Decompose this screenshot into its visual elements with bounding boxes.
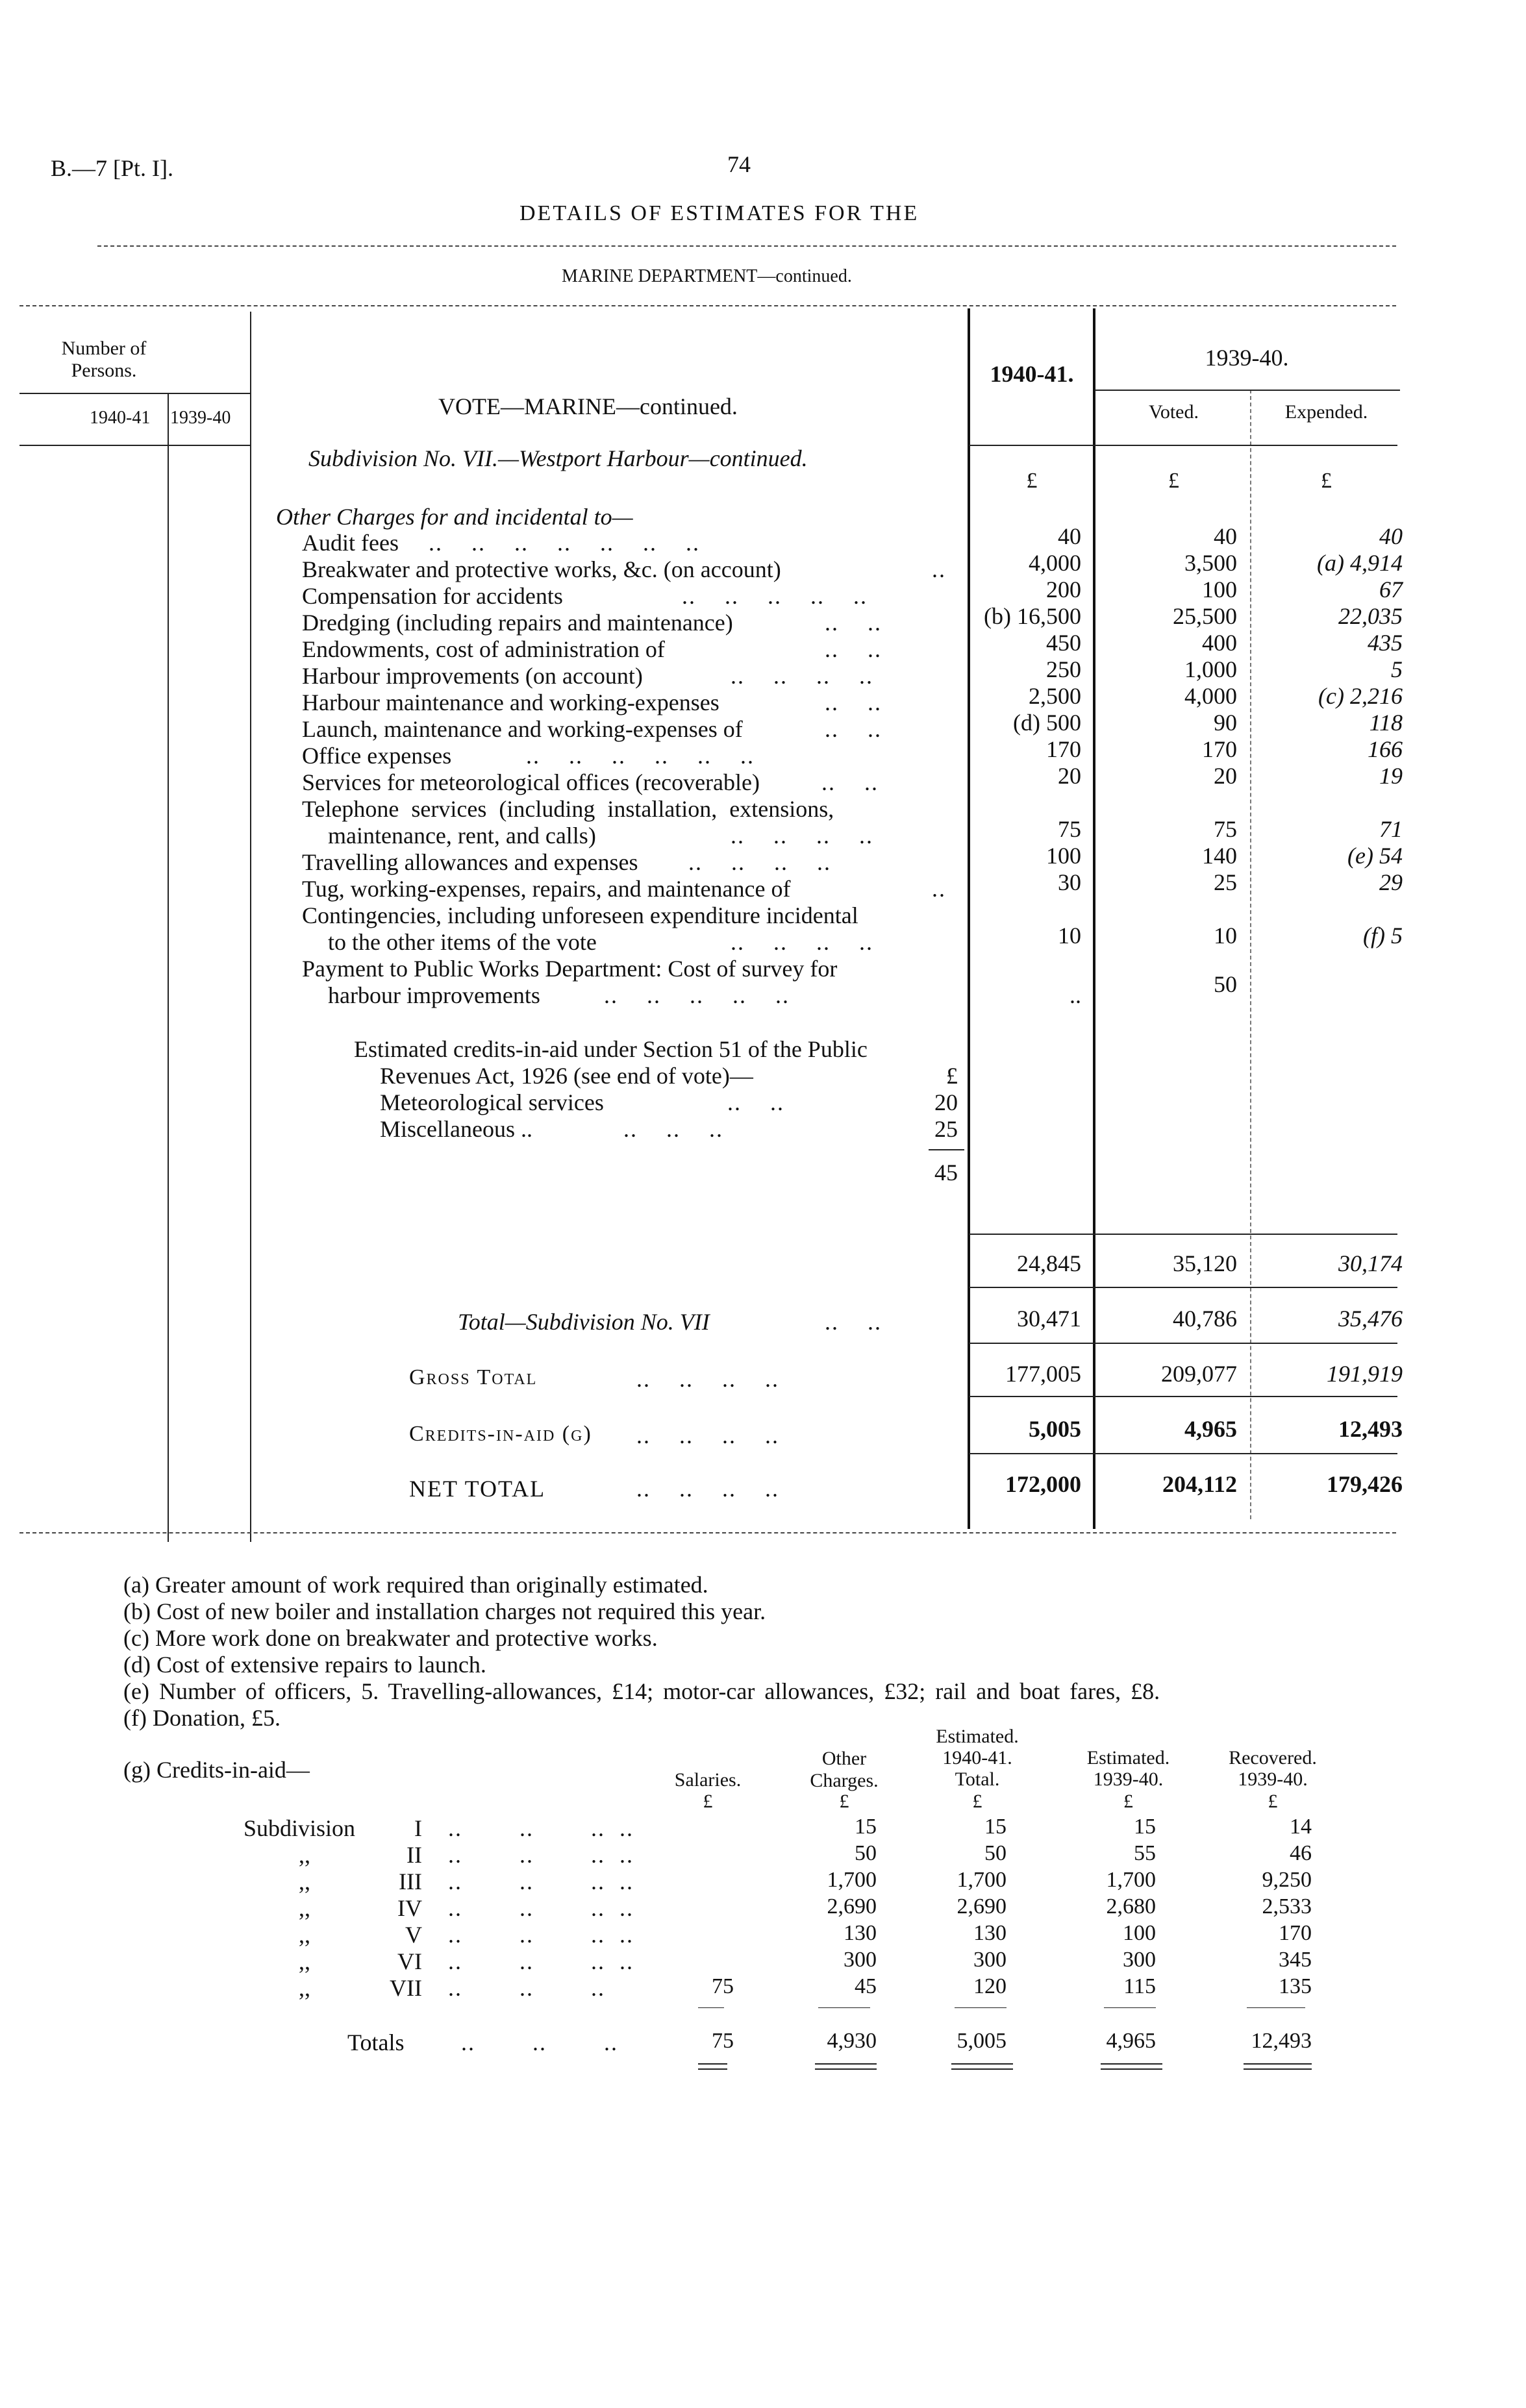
item-expended: (a) 4,914	[1317, 550, 1403, 576]
credits-misc-value: 25	[934, 1116, 958, 1142]
g-header-recovered-2: 1939-40.	[1238, 1769, 1308, 1790]
g-header-estimated-1: Estimated.	[936, 1726, 1019, 1747]
pound-1940: £	[1026, 469, 1038, 493]
amounts-header-rule	[969, 445, 1397, 446]
subtotal-expended: 30,174	[1338, 1250, 1403, 1276]
footnote-f: (f) Donation, £5.	[123, 1705, 281, 1731]
item-expended: 67	[1379, 577, 1403, 602]
other-charges-heading: Other Charges for and incidental to—	[276, 504, 633, 530]
persons-header-rule	[19, 393, 250, 394]
g-row-estimated: 100	[1123, 1921, 1156, 1945]
tug-label: Tug, working-expenses, repairs, and maintenance of	[302, 876, 791, 902]
payment-1940: ..	[1069, 982, 1081, 1008]
item-expended: 19	[1379, 763, 1403, 789]
total-subdivision-expended: 35,476	[1338, 1306, 1403, 1332]
total-subdivision-label: Total—Subdivision No. VII	[458, 1309, 710, 1335]
item-voted: 1,000	[1184, 656, 1237, 682]
g-row-total: 130	[973, 1921, 1007, 1945]
g-double-rule	[815, 2063, 877, 2065]
g-double-rule	[815, 2068, 877, 2070]
tug-expended: 29	[1379, 869, 1403, 895]
item-voted: 4,000	[1184, 683, 1237, 709]
g-sum-rule	[1104, 2007, 1156, 2008]
item-label: Services for meteorological offices (recoverable)	[302, 769, 760, 795]
contingencies-label-1: Contingencies, including unforeseen expenditure incidental	[302, 902, 858, 928]
g-subdivision-label: Subdivision	[244, 1815, 356, 1841]
g-row-total: 300	[973, 1948, 1007, 1972]
g-row-total: 120	[973, 1974, 1007, 1998]
gross-total-expended: 191,919	[1327, 1361, 1403, 1387]
g-row-estimated: 1,700	[1106, 1868, 1156, 1892]
g-row-other: 2,690	[827, 1894, 877, 1918]
item-voted: 20	[1214, 763, 1237, 789]
g-double-rule	[951, 2063, 1013, 2065]
footnote-b: (b) Cost of new boiler and installation charges not required this year.	[123, 1598, 766, 1624]
item-expended: 118	[1369, 710, 1403, 736]
g-row-sub: VI	[397, 1948, 422, 1974]
leader-dots: .. ..	[825, 636, 882, 662]
g-double-rule	[698, 2068, 727, 2070]
page-title: DETAILS OF ESTIMATES FOR THE	[519, 201, 919, 225]
item-label: Dredging (including repairs and maintenance)	[302, 610, 733, 636]
persons-col-1939: 1939-40	[170, 408, 231, 428]
description-left-border	[250, 312, 251, 1542]
tug-1940: 30	[1058, 869, 1081, 895]
telephone-expended: 71	[1379, 816, 1403, 842]
total-subdivision-voted: 40,786	[1173, 1306, 1237, 1332]
column-border-voted	[1093, 308, 1095, 1529]
payment-label-2: harbour improvements	[328, 982, 540, 1008]
credits-in-aid-voted: 4,965	[1184, 1416, 1237, 1442]
tug-voted: 25	[1214, 869, 1237, 895]
g-ditto: ,,	[299, 1868, 310, 1894]
g-table-title: (g) Credits-in-aid—	[123, 1757, 310, 1783]
doc-reference: B.—7 [Pt. I].	[51, 155, 173, 181]
g-header-est1939-2: 1939-40.	[1093, 1769, 1164, 1790]
payment-voted: 50	[1214, 971, 1237, 997]
credits-block-line2: Revenues Act, 1926 (see end of vote)—	[380, 1063, 753, 1089]
year-1940-header: 1940-41.	[990, 361, 1074, 387]
expended-header: Expended.	[1284, 401, 1368, 423]
g-row-recovered: 135	[1279, 1974, 1312, 1998]
leader-dots: .. .. .. ..	[688, 849, 831, 875]
g-row-other: 50	[855, 1841, 877, 1865]
year-split-rule	[1095, 390, 1400, 391]
pound-voted: £	[1168, 469, 1179, 493]
g-row-sub: V	[405, 1922, 422, 1948]
number-of-persons-header: Number of Persons.	[61, 338, 147, 381]
g-double-rule	[951, 2068, 1013, 2070]
footnote-a: (a) Greater amount of work required than originally estimated.	[123, 1572, 708, 1598]
g-row-estimated: 115	[1123, 1974, 1156, 1998]
credits-in-aid-expended: 12,493	[1338, 1416, 1403, 1442]
g-row-salaries: 75	[712, 1974, 734, 1998]
footnote-e: (e) Number of officers, 5. Travelling-allowances, £14; motor-car allowances, £32; rail and boat fares, £8.	[123, 1678, 1160, 1704]
item-label: Audit fees	[302, 530, 399, 556]
credits-block-total: 45	[934, 1160, 958, 1185]
g-double-rule	[1101, 2063, 1162, 2065]
item-label: Breakwater and protective works, &c. (on account)	[302, 556, 781, 582]
credits-meteorological-label: Meteorological services	[380, 1089, 604, 1115]
leader-dots: .. .. .. ..	[448, 1948, 634, 1974]
leader-dots: .. .. .. .. .. ..	[526, 743, 755, 769]
g-totals-salaries: 75	[712, 2029, 734, 2053]
g-header-salaries: Salaries.	[674, 1769, 742, 1791]
g-header-estimated-2: 1940-41.	[942, 1747, 1012, 1769]
telephone-1940: 75	[1058, 816, 1081, 842]
g-row-recovered: 14	[1290, 1815, 1312, 1839]
telephone-label-2: maintenance, rent, and calls)	[328, 823, 596, 849]
gross-total-1940: 177,005	[1005, 1361, 1081, 1387]
g-ditto: ,,	[299, 1948, 310, 1974]
leader-dots: .. ..	[825, 716, 882, 742]
net-total-1940: 172,000	[1005, 1471, 1081, 1497]
g-sum-rule	[1247, 2007, 1305, 2008]
net-total-voted: 204,112	[1162, 1471, 1237, 1497]
g-header-recovered-pound: £	[1268, 1791, 1278, 1812]
contingencies-expended: (f) 5	[1363, 923, 1403, 949]
leader-dots: ..	[932, 556, 946, 582]
g-sum-rule	[698, 2007, 724, 2008]
g-header-est1939-1: Estimated.	[1086, 1747, 1170, 1769]
g-row-estimated: 15	[1134, 1815, 1156, 1839]
travelling-voted: 140	[1202, 843, 1237, 869]
year-1939-header: 1939-40.	[1205, 345, 1289, 371]
item-expended: 166	[1368, 736, 1403, 762]
contingencies-voted: 10	[1214, 923, 1237, 949]
total-subdivision-1940: 30,471	[1017, 1306, 1081, 1332]
leader-dots: .. .. ..	[461, 2029, 618, 2055]
item-1940: 2,500	[1029, 683, 1081, 709]
leader-dots: ..	[932, 876, 946, 902]
g-header-other-charges: Other Charges.	[810, 1748, 879, 1791]
leader-dots: .. ..	[825, 689, 882, 715]
subdivision-heading: Subdivision No. VII.—Westport Harbour—continued.	[308, 445, 808, 471]
item-label: Launch, maintenance and working-expenses of	[302, 716, 743, 742]
g-ditto: ,,	[299, 1842, 310, 1868]
item-1940: (b) 16,500	[984, 603, 1081, 629]
leader-dots: .. .. ..	[623, 1116, 723, 1142]
item-label: Compensation for accidents	[302, 583, 563, 609]
item-expended: 5	[1391, 656, 1403, 682]
g-row-recovered: 170	[1279, 1921, 1312, 1945]
g-row-recovered: 46	[1290, 1841, 1312, 1865]
leader-dots: .. .. .. .. .. .. ..	[429, 530, 700, 556]
leader-dots: .. .. .. ..	[448, 1922, 634, 1948]
g-totals-other: 4,930	[827, 2029, 877, 2053]
leader-dots: .. .. .. ..	[636, 1366, 779, 1392]
g-row-other: 45	[855, 1974, 877, 1998]
page-number: 74	[727, 151, 751, 177]
g-row-estimated: 55	[1134, 1841, 1156, 1865]
g-header-salaries-pound: £	[703, 1791, 713, 1812]
leader-dots: .. .. .. ..	[448, 1842, 634, 1868]
g-ditto: ,,	[299, 1895, 310, 1921]
pound-expended: £	[1321, 469, 1332, 493]
item-expended: 40	[1379, 523, 1403, 549]
gross-total-rule	[969, 1396, 1397, 1397]
leader-dots: .. .. .. .. ..	[604, 982, 790, 1008]
subtotal-1940: 24,845	[1017, 1250, 1081, 1276]
telephone-voted: 75	[1214, 816, 1237, 842]
g-double-rule	[1244, 2068, 1312, 2070]
g-row-sub: I	[414, 1815, 422, 1841]
net-total-expended: 179,426	[1327, 1471, 1403, 1497]
footnote-d: (d) Cost of extensive repairs to launch.	[123, 1652, 486, 1678]
leader-dots: .. .. .. ..	[636, 1476, 779, 1502]
g-row-total: 2,690	[957, 1894, 1007, 1918]
item-1940: 450	[1046, 630, 1081, 656]
g-header-estimated-3: Total.	[955, 1769, 1000, 1790]
voted-header: Voted.	[1149, 401, 1199, 423]
g-totals-total: 5,005	[957, 2029, 1007, 2053]
item-expended: 22,035	[1338, 603, 1403, 629]
leader-dots: .. ..	[727, 1089, 784, 1115]
credits-block-pound: £	[946, 1063, 958, 1089]
gross-total-voted: 209,077	[1161, 1361, 1237, 1387]
persons-col-1940: 1940-41	[90, 408, 151, 428]
g-double-rule	[698, 2063, 727, 2065]
g-header-other-pound: £	[839, 1791, 849, 1812]
leader-dots: .. .. .. ..	[448, 1868, 634, 1894]
g-sum-rule	[818, 2007, 870, 2008]
travelling-label: Travelling allowances and expenses	[302, 849, 638, 875]
g-row-estimated: 2,680	[1106, 1894, 1156, 1918]
item-voted: 100	[1202, 577, 1237, 602]
item-voted: 25,500	[1173, 603, 1237, 629]
subtotal-voted: 35,120	[1173, 1250, 1237, 1276]
subtotal-rule	[969, 1234, 1397, 1235]
g-row-recovered: 345	[1279, 1948, 1312, 1972]
item-voted: 90	[1214, 710, 1237, 736]
g-header-est1939-pound: £	[1123, 1791, 1133, 1812]
credits-sum-rule	[929, 1149, 964, 1150]
item-1940: (d) 500	[1013, 710, 1081, 736]
g-totals-recovered: 12,493	[1251, 2029, 1312, 2053]
table-bottom-rule	[19, 1532, 1396, 1533]
item-1940: 4,000	[1029, 550, 1081, 576]
gross-total-label: Gross Total	[409, 1365, 538, 1389]
item-label: Office expenses	[302, 743, 452, 769]
travelling-expended: (e) 54	[1347, 843, 1403, 869]
credits-misc-label: Miscellaneous ..	[380, 1116, 532, 1142]
g-totals-label: Totals	[347, 2029, 405, 2055]
leader-dots: .. .. .. .. ..	[682, 583, 868, 609]
payment-label-1: Payment to Public Works Department: Cost of survey for	[302, 956, 838, 982]
footnote-c: (c) More work done on breakwater and protective works.	[123, 1625, 658, 1651]
g-header-recovered-1: Recovered.	[1229, 1747, 1317, 1769]
column-border-1940	[968, 308, 970, 1529]
g-row-recovered: 2,533	[1262, 1894, 1312, 1918]
credits-meteorological-value: 20	[934, 1089, 958, 1115]
credits-in-aid-1940: 5,005	[1029, 1416, 1081, 1442]
item-voted: 3,500	[1184, 550, 1237, 576]
g-row-other: 1,700	[827, 1868, 877, 1892]
persons-subheader-rule	[19, 445, 250, 446]
g-ditto: ,,	[299, 1922, 310, 1948]
g-header-estimated-pound: £	[972, 1791, 982, 1812]
leader-dots: .. .. ..	[448, 1975, 605, 2001]
vote-heading: VOTE—MARINE—continued.	[438, 393, 738, 419]
item-label: Harbour improvements (on account)	[302, 663, 643, 689]
table-top-rule	[19, 305, 1396, 306]
leader-dots: .. ..	[821, 769, 879, 795]
g-double-rule	[1101, 2068, 1162, 2070]
item-expended: (c) 2,216	[1318, 683, 1403, 709]
item-voted: 170	[1202, 736, 1237, 762]
leader-dots: .. ..	[825, 1309, 882, 1335]
g-row-total: 15	[984, 1815, 1007, 1839]
g-row-sub: II	[407, 1842, 422, 1868]
leader-dots: .. .. .. ..	[731, 929, 873, 955]
g-double-rule	[1244, 2063, 1312, 2065]
leader-dots: .. ..	[825, 610, 882, 636]
g-row-total: 50	[984, 1841, 1007, 1865]
g-sum-rule	[955, 2007, 1007, 2008]
item-1940: 40	[1058, 523, 1081, 549]
item-1940: 170	[1046, 736, 1081, 762]
g-row-other: 15	[855, 1815, 877, 1839]
g-row-sub: IV	[397, 1895, 422, 1921]
g-ditto: ,,	[299, 1975, 310, 2001]
credits-block-line1: Estimated credits-in-aid under Section 51 of the Public	[354, 1036, 868, 1062]
item-label: Harbour maintenance and working-expenses	[302, 689, 719, 715]
item-expended: 435	[1368, 630, 1403, 656]
g-row-sub: III	[399, 1868, 422, 1894]
net-total-label: NET TOTAL	[409, 1476, 546, 1502]
item-label: Endowments, cost of administration of	[302, 636, 665, 662]
item-voted: 40	[1214, 523, 1237, 549]
total-subdivision-rule	[969, 1343, 1397, 1344]
leader-dots: .. .. .. ..	[448, 1895, 634, 1921]
credits-in-aid-label: Credits-in-aid (g)	[409, 1422, 592, 1446]
contingencies-1940: 10	[1058, 923, 1081, 949]
leader-dots: .. .. .. ..	[731, 823, 873, 849]
g-row-other: 130	[844, 1921, 877, 1945]
g-row-total: 1,700	[957, 1868, 1007, 1892]
item-1940: 250	[1046, 656, 1081, 682]
telephone-label-1: Telephone services (including installation, extensions,	[302, 796, 834, 822]
travelling-1940: 100	[1046, 843, 1081, 869]
g-row-recovered: 9,250	[1262, 1868, 1312, 1892]
g-row-sub: VII	[390, 1975, 422, 2001]
leader-dots: .. .. .. ..	[448, 1815, 634, 1841]
leader-dots: .. .. .. ..	[636, 1422, 779, 1448]
item-1940: 200	[1046, 577, 1081, 602]
credits-in-aid-rule	[969, 1453, 1397, 1454]
g-row-estimated: 300	[1123, 1948, 1156, 1972]
g-row-other: 300	[844, 1948, 877, 1972]
subtotal-bottom-rule	[969, 1287, 1397, 1288]
header-rule	[97, 245, 1396, 247]
persons-divider	[168, 393, 169, 1542]
item-voted: 400	[1202, 630, 1237, 656]
department-title: MARINE DEPARTMENT—continued.	[562, 266, 852, 286]
leader-dots: .. .. .. ..	[731, 663, 873, 689]
g-totals-estimated: 4,965	[1106, 2029, 1156, 2053]
item-1940: 20	[1058, 763, 1081, 789]
contingencies-label-2: to the other items of the vote	[328, 929, 597, 955]
